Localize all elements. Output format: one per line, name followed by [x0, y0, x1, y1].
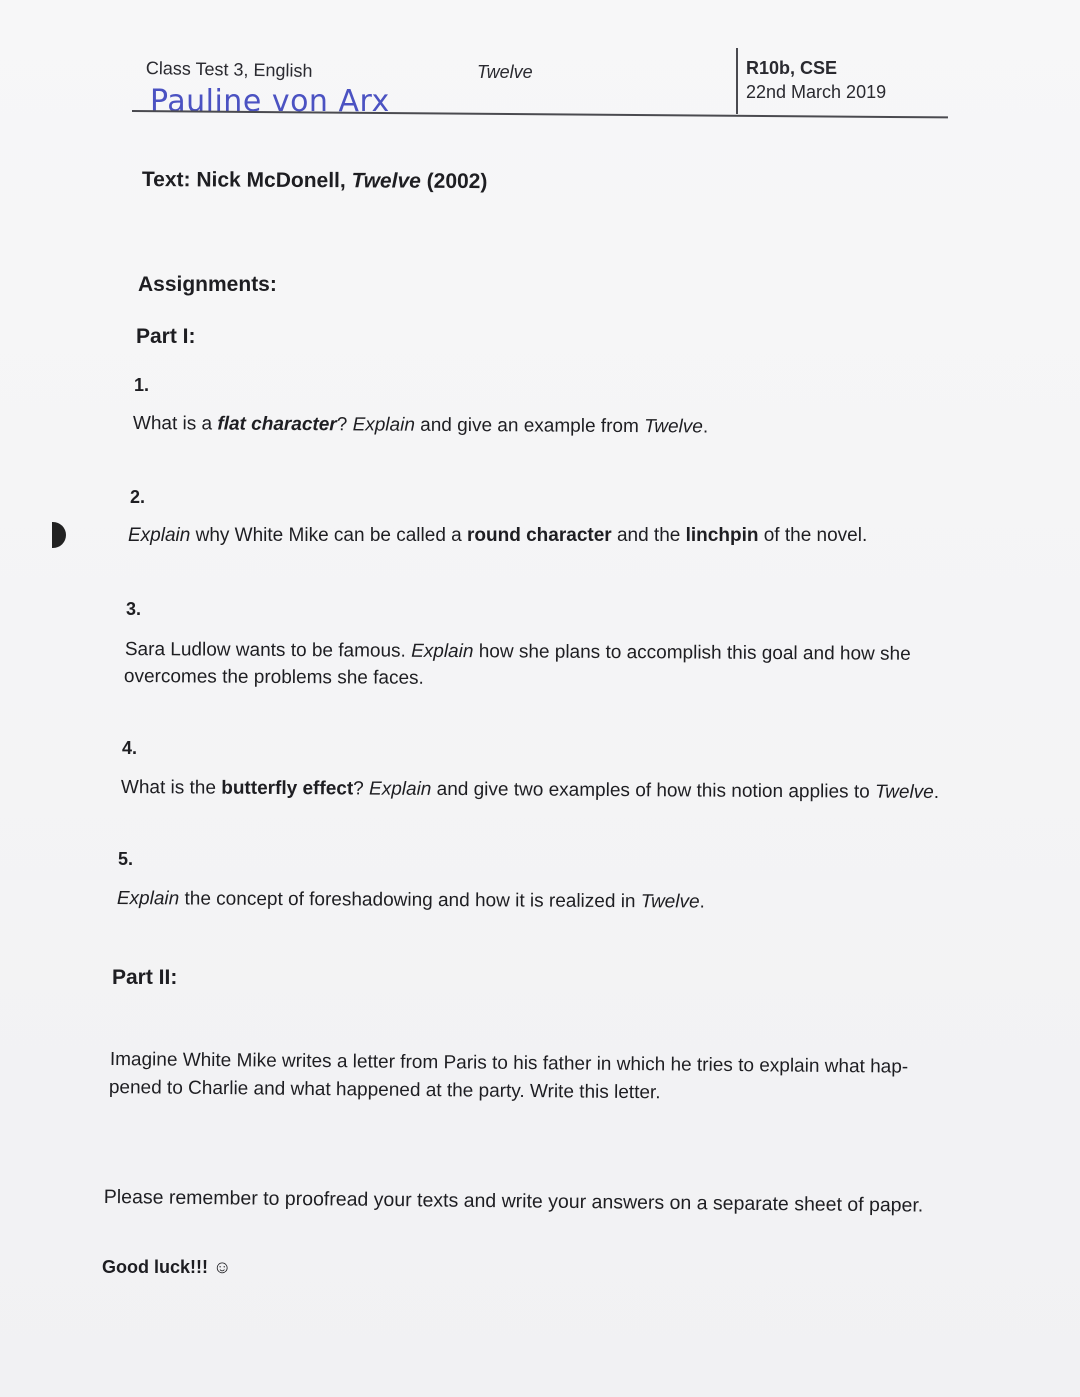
q1-part: .	[702, 416, 709, 438]
q4-book: Twelve	[874, 781, 934, 803]
q3-explain: Explain	[411, 640, 474, 663]
part-2-heading: Part II:	[112, 966, 178, 989]
good-luck-closing: Good luck!!! ☺	[102, 1257, 232, 1277]
question-3-number: 3.	[126, 599, 142, 619]
header-book-title: Twelve	[477, 62, 533, 82]
q3-part: Sara Ludlow wants to be famous.	[124, 638, 412, 662]
header-vertical-rule	[736, 48, 738, 114]
question-5-text	[117, 885, 705, 916]
question-4-text	[121, 774, 939, 806]
q4-explain: Explain	[369, 778, 432, 800]
question-4-number: 4.	[122, 738, 138, 758]
q5-part: .	[699, 891, 705, 913]
question-2-text	[128, 522, 867, 549]
q5-book: Twelve	[640, 891, 700, 913]
q1-part: What is a	[132, 412, 218, 435]
class-label: R10b, CSE	[746, 58, 838, 78]
q5-explain: Explain	[116, 887, 180, 910]
test-date: 22nd March 2019	[746, 82, 887, 102]
q5-part: the concept of foreshadowing and how it is realized in	[179, 888, 641, 913]
q4-part: ?	[353, 778, 370, 800]
test-title: Class Test 3, English	[145, 58, 313, 81]
q1-term: flat character	[217, 413, 337, 436]
q1-part: and give an example from	[414, 414, 645, 438]
text-reference-prefix: Text: Nick McDonell,	[141, 168, 352, 193]
question-5-number: 5.	[118, 849, 134, 869]
q2-term-linchpin: linchpin	[685, 525, 759, 546]
q4-term: butterfly effect	[221, 777, 354, 800]
assignments-heading: Assignments:	[138, 273, 277, 296]
text-reference-title: Twelve	[351, 169, 421, 193]
question-3-line-2: overcomes the problems she faces.	[123, 665, 424, 689]
q4-part: and give two examples of how this notion applies to	[431, 778, 876, 803]
question-1-number: 1.	[134, 375, 150, 395]
part-2-line-1: Imagine White Mike writes a letter from Paris to his father in which he tries to explain what hap-	[109, 1048, 909, 1078]
q4-part: What is the	[120, 776, 222, 799]
handwritten-name: Pauline von Arx	[150, 84, 390, 119]
q1-part: ?	[336, 414, 353, 436]
q2-term-round: round character	[467, 525, 612, 546]
page-edge-mark	[52, 522, 66, 548]
question-2-number: 2.	[130, 487, 146, 507]
question-1-text	[133, 410, 708, 441]
q4-part: .	[933, 781, 940, 803]
text-reference-year: (2002)	[420, 169, 488, 194]
part-2-line-2: pened to Charlie and what happened at the party. Write this letter.	[108, 1076, 661, 1104]
q1-book: Twelve	[644, 416, 703, 438]
proofread-reminder: Please remember to proofread your texts and write your answers on a separate sheet of paper.	[103, 1185, 924, 1217]
part-1-heading: Part I:	[136, 325, 196, 348]
q3-part: how she plans to accomplish this goal and how she	[473, 641, 911, 665]
q2-part: of the novel.	[758, 525, 868, 546]
q2-explain: Explain	[128, 525, 191, 546]
text-reference	[142, 168, 488, 194]
q2-part: why White Mike can be called a	[190, 525, 468, 546]
q2-part: and the	[611, 525, 686, 546]
q1-explain: Explain	[352, 414, 415, 436]
